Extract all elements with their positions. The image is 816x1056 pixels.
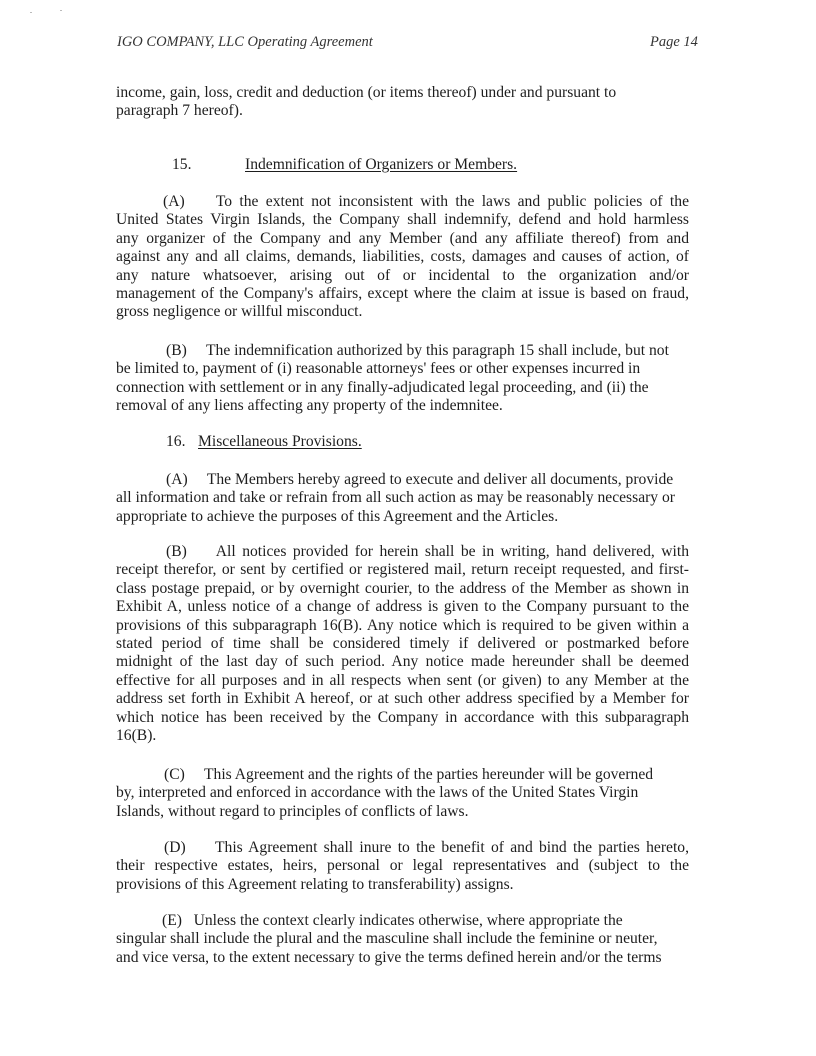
text-line: receipt therefor, or sent by certified or registered mail, return receipt requested, and first- [116, 561, 689, 579]
text-line: stated period of time shall be considered timely if delivered or postmarked before [116, 634, 689, 652]
section-16d-paragraph [116, 839, 689, 894]
text-line: which notice has been received by the Company in accordance with this subparagraph [116, 708, 689, 726]
page-number: Page 14 [650, 34, 698, 50]
text-line: address set forth in Exhibit A hereof, or at such other address specified by a Member for [116, 690, 689, 708]
section-15b-paragraph [116, 342, 689, 416]
text-line: provisions of this Agreement relating to transferability) assigns. [116, 875, 514, 893]
text-line: removal of any liens affecting any property of the indemnitee. [116, 397, 503, 415]
text-line: any organizer of the Company and any Member (and any affiliate thereof) from and [116, 229, 689, 247]
text-line: (B) The indemnification authorized by this paragraph 15 shall include, but not [166, 342, 669, 359]
section-16-title: Miscellaneous Provisions. [198, 433, 362, 450]
text-line: connection with settlement or in any finally-adjudicated legal proceeding, and (ii) the [116, 378, 649, 396]
section-16c-paragraph [116, 766, 689, 821]
section-16-number: 16. [166, 433, 186, 450]
text-line: class postage prepaid, or by overnight courier, to the address of the Member as shown in [116, 579, 689, 597]
text-line: their respective estates, heirs, personal or legal representatives and (subject to the [116, 857, 689, 875]
text-line: (C) This Agreement and the rights of the parties hereunder will be governed [164, 766, 654, 783]
text-line: provisions of this subparagraph 16(B). Any notice which is required to be given within a [116, 616, 689, 634]
section-16a-paragraph [116, 471, 689, 526]
text-line: be limited to, payment of (i) reasonable attorneys' fees or other expenses incurred in [116, 360, 641, 378]
text-line: 16(B). [116, 726, 157, 744]
text-line: effective for all purposes and in all respects when sent (or given) to any Member at the [116, 671, 689, 689]
scan-speck [60, 10, 62, 11]
text-line: (B) All notices provided for herein shall be in writing, hand delivered, with [166, 543, 689, 560]
section-15a-paragraph [116, 193, 689, 322]
text-line: (A) The Members hereby agreed to execute and deliver all documents, provide [166, 471, 674, 488]
section-16b-paragraph [116, 543, 689, 745]
text-line: management of the Company's affairs, except where the claim at issue is based on fraud, [116, 284, 689, 302]
section-15-number: 15. [172, 156, 192, 173]
text-line: (A) To the extent not inconsistent with the laws and public policies of the [163, 193, 689, 210]
text-line: singular shall include the plural and the masculine shall include the feminine or neuter, [116, 930, 658, 948]
carryover-paragraph [116, 84, 689, 121]
section-16e-paragraph [116, 912, 689, 967]
text-line: by, interpreted and enforced in accordance with the laws of the United States Virgin [116, 784, 639, 802]
text-line: Exhibit A, unless notice of a change of address is given to the Company pursuant to the [116, 598, 689, 616]
scan-speck [30, 12, 32, 13]
text-line: gross negligence or willful misconduct. [116, 303, 363, 321]
text-line: (E) Unless the context clearly indicates otherwise, where appropriate the [162, 912, 623, 929]
text-line: all information and take or refrain from all such action as may be reasonably necessary or [116, 489, 675, 507]
text-line: income, gain, loss, credit and deduction (or items thereof) under and pursuant to [116, 84, 617, 101]
text-line: and vice versa, to the extent necessary to give the terms defined herein and/or the terms [116, 948, 662, 966]
text-line: any nature whatsoever, arising out of or incidental to the organization and/or [116, 266, 689, 284]
text-line: paragraph 7 hereof). [116, 102, 243, 120]
text-line: appropriate to achieve the purposes of this Agreement and the Articles. [116, 507, 559, 525]
section-15-title: Indemnification of Organizers or Members. [245, 156, 518, 173]
text-line: (D) This Agreement shall inure to the benefit of and bind the parties hereto, [164, 839, 689, 856]
text-line: United States Virgin Islands, the Company shall indemnify, defend and hold harmless [116, 211, 689, 229]
text-line: against any and all claims, demands, liabilities, costs, damages and causes of action, of [116, 248, 689, 266]
document-header-title: IGO COMPANY, LLC Operating Agreement [117, 34, 373, 50]
text-line: midnight of the last day of such period. Any notice made hereunder shall be deemed [116, 653, 689, 671]
text-line: Islands, without regard to principles of conflicts of laws. [116, 802, 469, 820]
